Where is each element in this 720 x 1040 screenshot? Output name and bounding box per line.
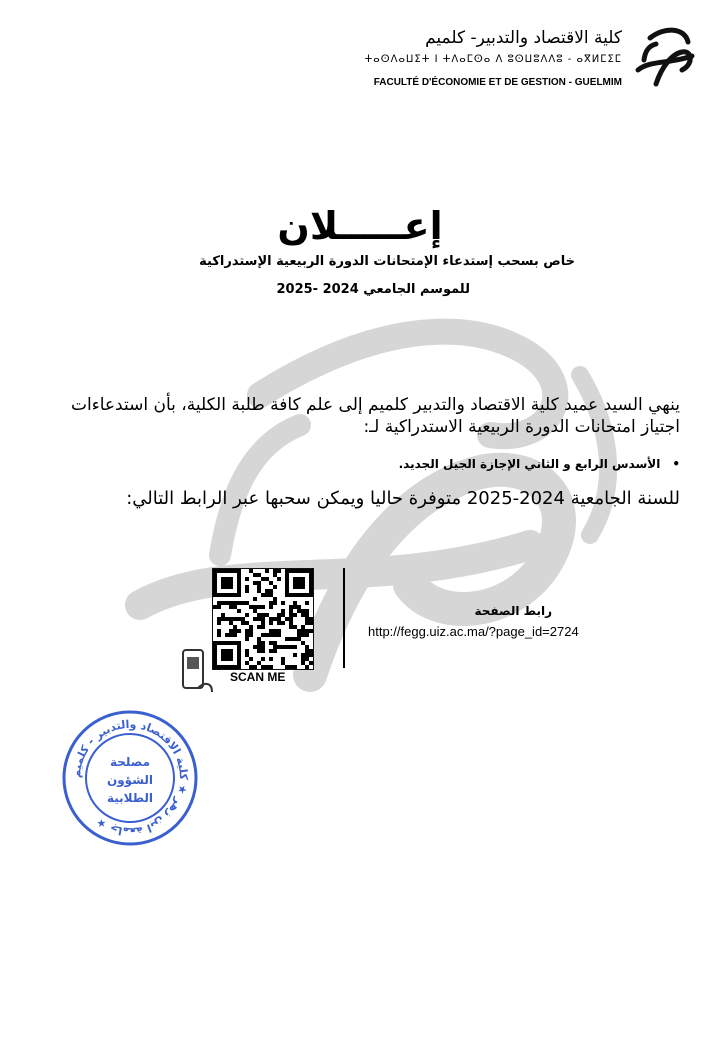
faculty-name-arabic: كلية الاقتصاد والتدبير- كلميم bbox=[425, 28, 622, 48]
bullet-icon: • bbox=[672, 457, 680, 471]
stamp-line-3: الطلابية bbox=[106, 791, 154, 805]
stamp-line-1: مصلحة bbox=[109, 755, 151, 769]
link-label: رابط الصفحة bbox=[474, 604, 552, 618]
bullet-item bbox=[399, 457, 680, 471]
faculty-name-tifinagh: ⵜⴰⵙⴷⴰⵡⵉⵜ ⵏ ⵜⴷⴰⵎⵙⴰ ⴷ ⵓⵙⵡⵓⴷⴷⵓ - ⴰⴳⵍⵎⵉⵎ bbox=[364, 54, 622, 65]
announcement-title: إعـــــلان bbox=[277, 204, 443, 248]
official-stamp bbox=[60, 708, 200, 848]
bullet-text: الأسدس الرابع و الثاني الإجازة الجيل الجديد. bbox=[398, 457, 661, 471]
header bbox=[80, 14, 700, 94]
stamp-line-2: الشؤون bbox=[106, 773, 154, 787]
phone-scan-icon bbox=[180, 648, 214, 694]
qr-code[interactable] bbox=[212, 568, 314, 670]
faculty-name-french: FACULTÉ D'ÉCONOMIE ET DE GESTION - GUELMIM bbox=[373, 77, 622, 88]
announcement-subtitle: خاص بسحب إستدعاء الإمتحانات الدورة الربيعية الإستدراكية bbox=[199, 254, 575, 269]
academic-year: للموسم الجامعي 2024 -2025 bbox=[276, 282, 470, 297]
scan-me-label: SCAN ME bbox=[230, 670, 286, 684]
announcement-paragraph: ينهي السيد عميد كلية الاقتصاد والتدبير كلميم إلى علم كافة طلبة الكلية، بأن استدعاءات اجتياز امتحانات الدورة الربيعية الاستدراكية لـ: bbox=[71, 395, 680, 437]
availability-text: للسنة الجامعية 2024-2025 متوفرة حاليا ويمكن سحبها عبر الرابط التالي: bbox=[126, 488, 680, 509]
stamp-outer-text: جامعة ابن زهر ★ كلية الاقتصاد والتدبير - كلميم ★ bbox=[69, 717, 191, 839]
university-logo-icon bbox=[630, 20, 700, 90]
page-link[interactable]: http://fegg.uiz.ac.ma/?page_id=2724 bbox=[368, 624, 579, 639]
qr-code-icon bbox=[213, 569, 313, 669]
divider bbox=[343, 568, 345, 668]
